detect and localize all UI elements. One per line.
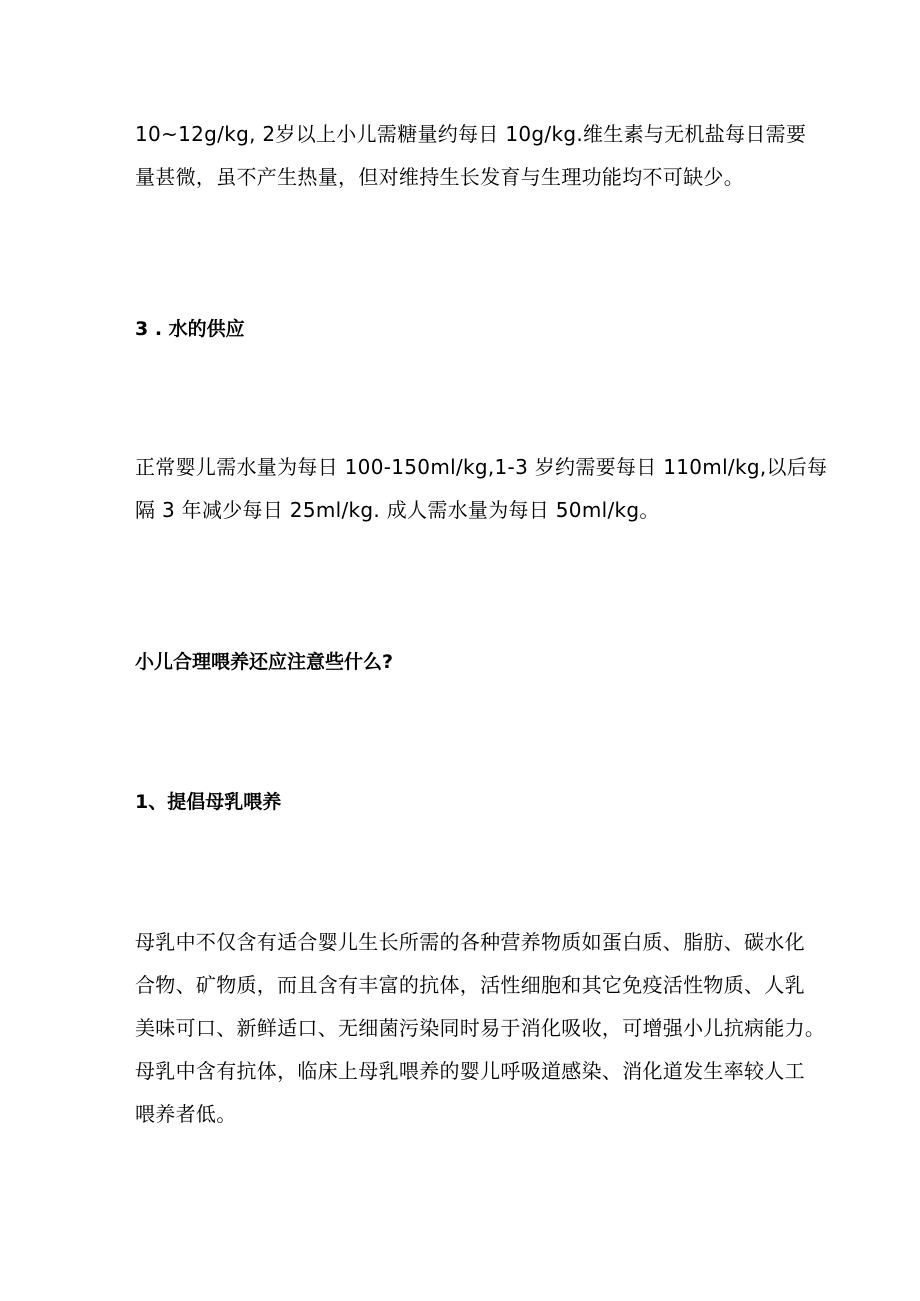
paragraph-line: 量甚微，虽不产生热量，但对维持生长发育与生理功能均不可缺少。 (135, 165, 744, 189)
section-heading-feeding-question: 小儿合理喂养还应注意些什么? (135, 651, 394, 673)
paragraph-water-requirement (135, 446, 828, 532)
paragraph-line: 合物、矿物质，而且含有丰富的抗体，活性细胞和其它免疫活性物质、人乳 (135, 973, 805, 997)
section-heading-water-supply: 3 . 水的供应 (135, 318, 245, 340)
paragraph-line: 隔 3 年减少每日 25ml/kg. 成人需水量为每日 50ml/kg。 (135, 498, 660, 522)
paragraph-line: 正常婴儿需水量为每日 100-150ml/kg,1-3 岁约需要每日 110ml/kg,以后每 (135, 455, 828, 479)
section-heading-breastfeeding: 1、提倡母乳喂养 (135, 791, 282, 813)
paragraph-line: 10~12g/kg, 2岁以上小儿需糖量约每日 10g/kg.维生素与无机盐每日需要 (135, 122, 807, 146)
paragraph-line: 母乳中含有抗体，临床上母乳喂养的婴儿呼吸道感染、消化道发生率较人工 (135, 1059, 805, 1083)
paragraph-breast-milk-benefits (135, 921, 826, 1136)
paragraph-nutrition-sugar (135, 113, 807, 199)
paragraph-line: 美味可口、新鲜适口、无细菌污染同时易于消化吸收，可增强小儿抗病能力。 (135, 1016, 826, 1040)
paragraph-line: 喂养者低。 (135, 1102, 237, 1126)
paragraph-line: 母乳中不仅含有适合婴儿生长所需的各种营养物质如蛋白质、脂肪、碳水化 (135, 930, 805, 954)
